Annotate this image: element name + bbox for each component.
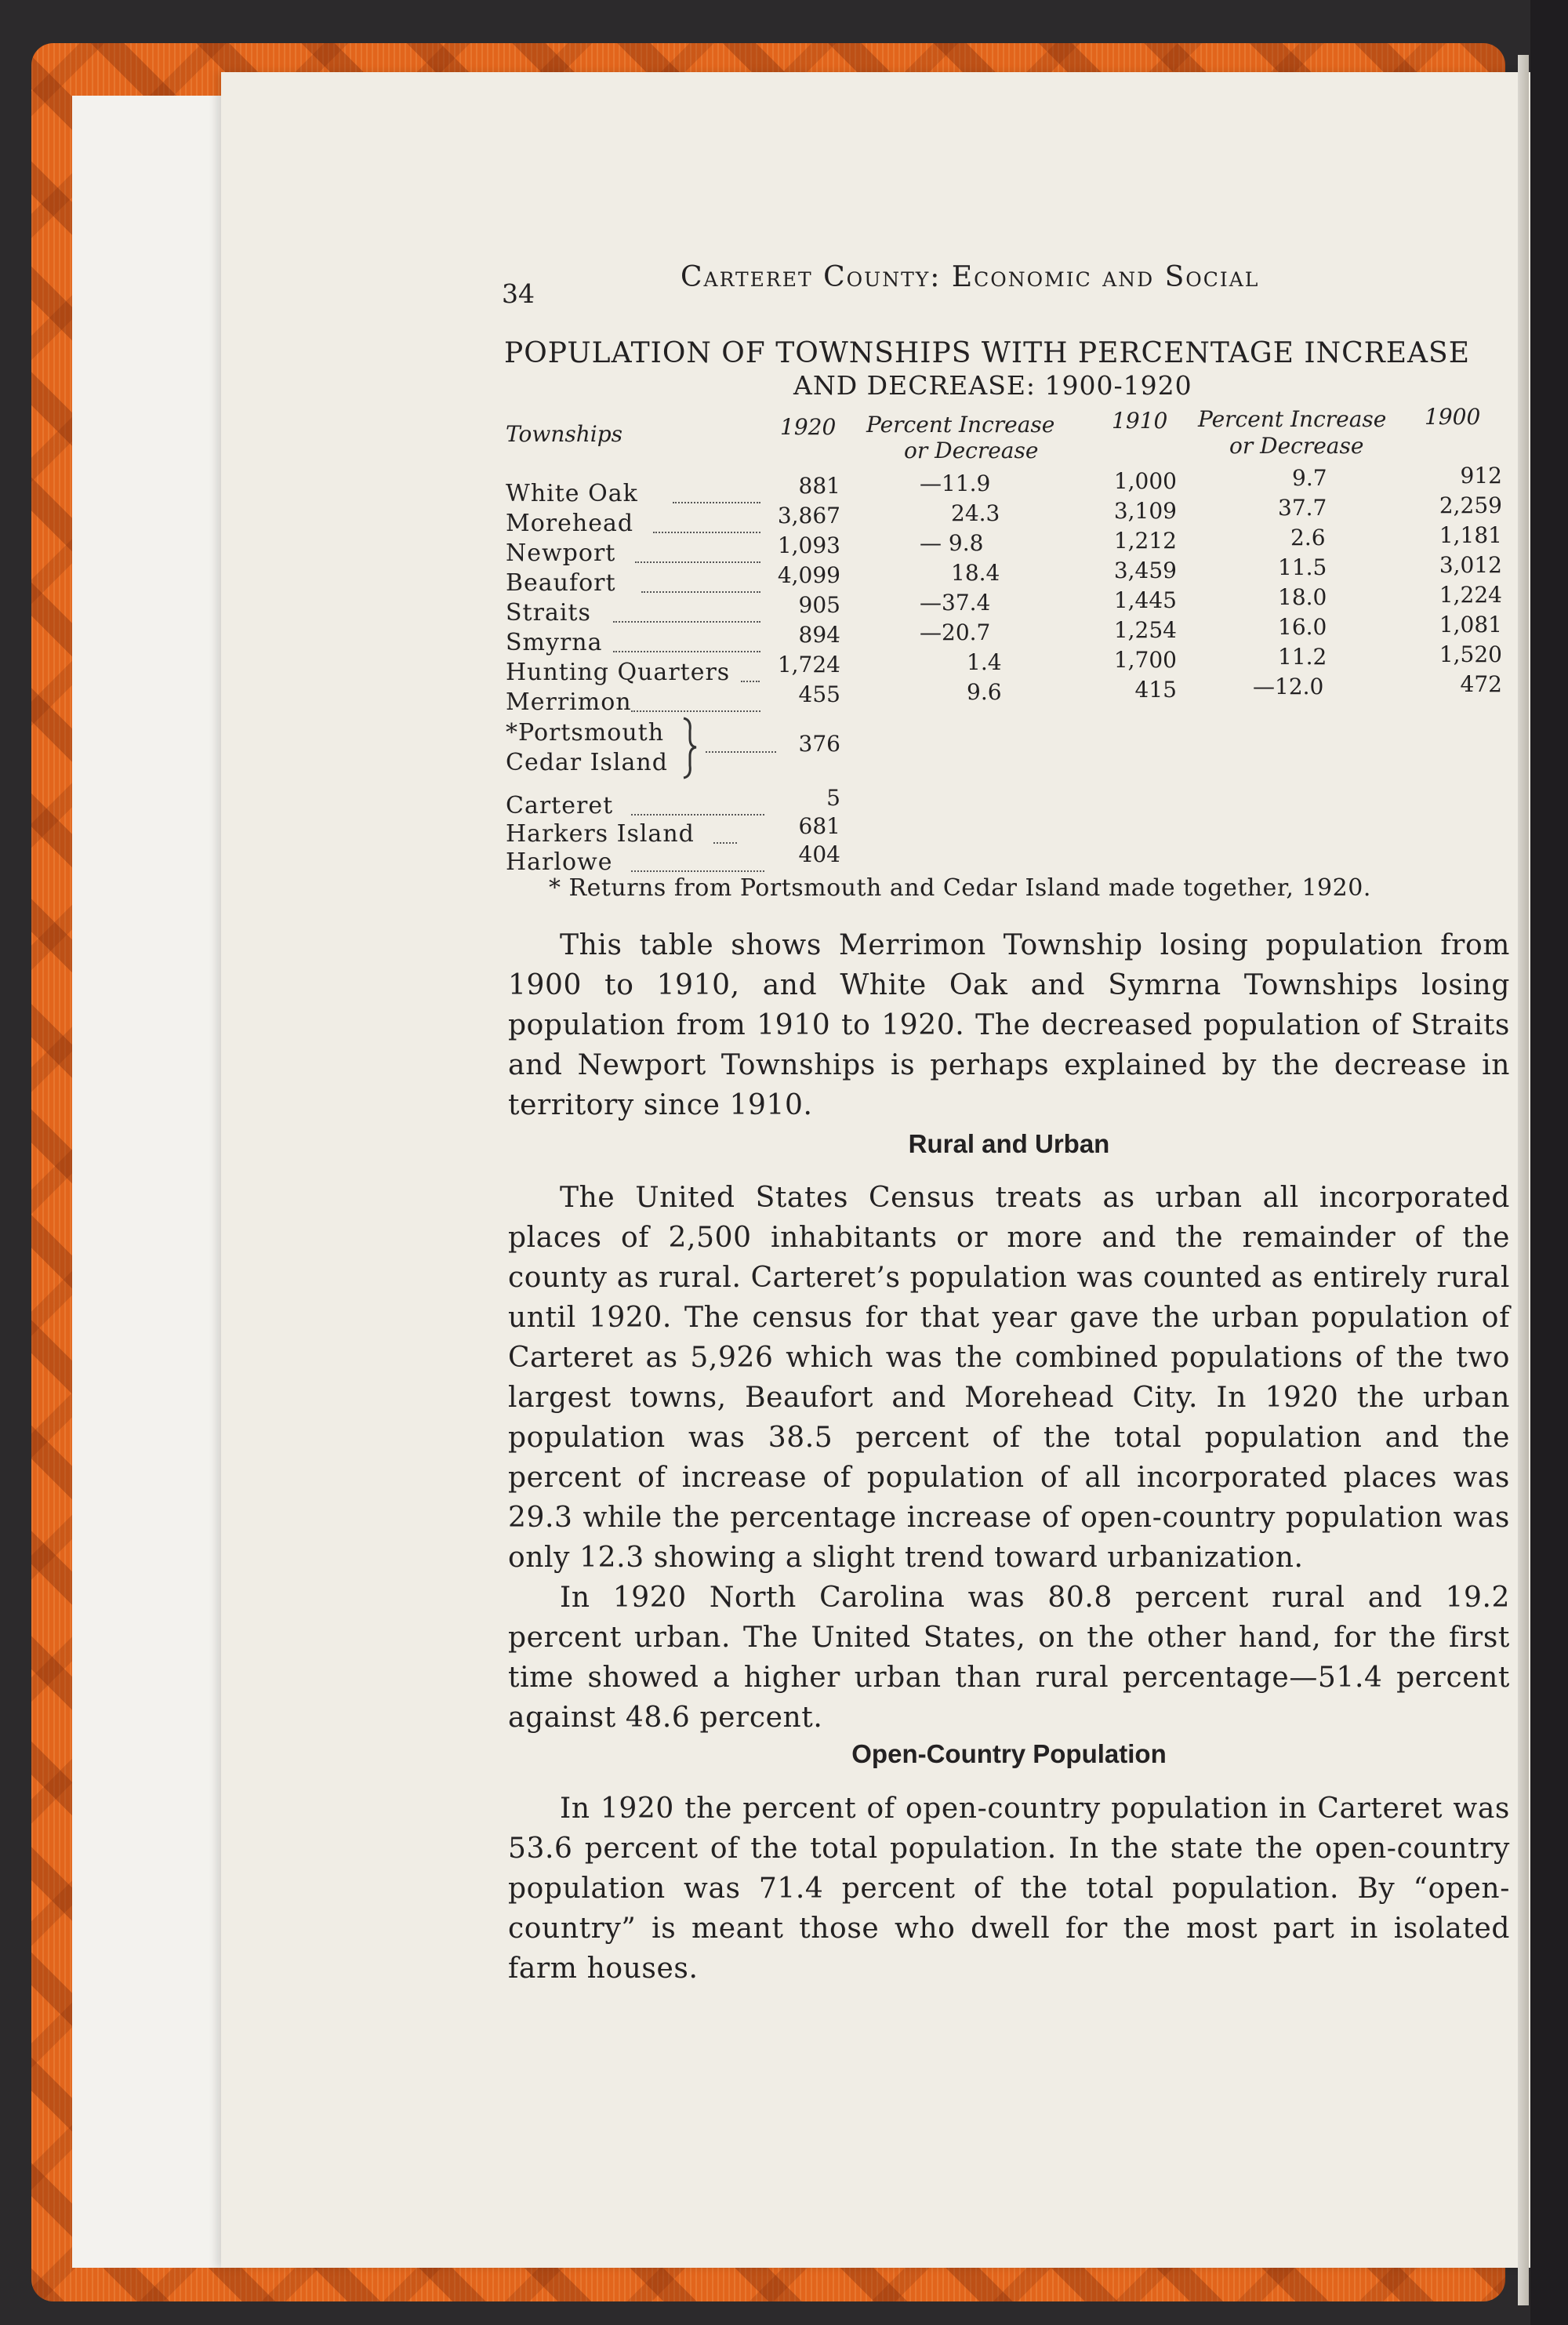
value-1920: 376 bbox=[798, 731, 840, 757]
pct-1900-1910: 11.5 bbox=[1278, 554, 1327, 580]
header-townships: Townships bbox=[506, 421, 623, 447]
value-1910: 1,445 bbox=[1113, 587, 1177, 613]
value-1920: 881 bbox=[798, 473, 840, 499]
value-1920: 681 bbox=[798, 813, 840, 839]
pct-1910-1920: —11.9 bbox=[920, 470, 991, 496]
township-name: Cedar Island bbox=[506, 749, 668, 776]
township-name: Harkers Island bbox=[506, 820, 695, 848]
value-1920: 894 bbox=[798, 622, 840, 648]
leader-dots bbox=[613, 651, 760, 652]
value-1910: 3,109 bbox=[1113, 498, 1177, 524]
background-edge bbox=[1530, 0, 1568, 2325]
page-edge bbox=[1518, 55, 1529, 2305]
pct-1910-1920: — 9.8 bbox=[920, 530, 984, 556]
header-pct2-line2: or Decrease bbox=[1229, 433, 1364, 459]
leader-dots bbox=[706, 751, 776, 753]
pct-1910-1920: 9.6 bbox=[967, 679, 1002, 705]
leader-dots bbox=[713, 842, 737, 844]
township-name: Hunting Quarters bbox=[506, 659, 731, 686]
header-pct1-line1: Percent Increase bbox=[866, 412, 1055, 438]
header-pct2-line1: Percent Increase bbox=[1198, 406, 1387, 432]
pct-1910-1920: 1.4 bbox=[967, 649, 1002, 675]
section-heading: Open-Country Population bbox=[851, 1739, 1167, 1768]
header-1920: 1920 bbox=[780, 414, 837, 440]
leader-dots bbox=[631, 710, 760, 712]
brace-icon bbox=[679, 715, 699, 779]
township-name: Straits bbox=[506, 599, 591, 627]
value-1900: 2,259 bbox=[1439, 492, 1502, 518]
township-name: Carteret bbox=[506, 792, 614, 819]
value-1900: 1,224 bbox=[1439, 582, 1502, 608]
table-footnote: * Returns from Portsmouth and Cedar Island made together, 1920. bbox=[549, 874, 1371, 902]
value-1910: 1,212 bbox=[1113, 528, 1177, 554]
leader-dots bbox=[641, 591, 760, 593]
leader-dots bbox=[631, 814, 764, 816]
section-heading: Rural and Urban bbox=[908, 1129, 1110, 1158]
pct-1900-1910: 9.7 bbox=[1292, 465, 1327, 491]
pct-1910-1920: —20.7 bbox=[920, 619, 991, 645]
township-name: Merrimon bbox=[506, 688, 632, 716]
pct-1900-1910: —12.0 bbox=[1253, 674, 1324, 699]
pct-1900-1910: 2.6 bbox=[1290, 525, 1326, 550]
township-name: Newport bbox=[506, 539, 616, 567]
township-name: *Portsmouth bbox=[506, 719, 665, 747]
pct-1900-1910: 11.2 bbox=[1278, 644, 1327, 670]
pct-1900-1910: 18.0 bbox=[1278, 584, 1327, 610]
paragraph: The United States Census treats as urban all incorporated places of 2,500 inhabitants or more and the remainder of the county as rural. Carteret’s population was counted as entirely rural until 1920. The census for that year gave the urban population of Carteret as 5,926 which was the combined populations of the two largest towns, Beaufort and Morehead City. In 1920 the urban population was 38.5 percent of the total population and the percent of increase of population of all incorporated places was 29.3 while the percentage increase of open-country population was only 12.3 showing a slight trend toward urbanization. bbox=[508, 1182, 1510, 1574]
leader-dots bbox=[741, 681, 760, 682]
leader-dots bbox=[613, 621, 760, 623]
value-1920: 4,099 bbox=[777, 562, 840, 588]
header-1910: 1910 bbox=[1112, 408, 1168, 434]
value-1920: 5 bbox=[826, 785, 840, 811]
paragraph: In 1920 the percent of open-country population in Carteret was 53.6 percent of the total population. In the state the open-country population was 71.4 percent of the total population. By “open-country” is meant those who dwell for the most part in isolated farm houses. bbox=[508, 1793, 1510, 1985]
township-name: White Oak bbox=[506, 480, 638, 507]
leader-dots bbox=[631, 870, 764, 872]
value-1920: 905 bbox=[798, 592, 840, 618]
value-1920: 3,867 bbox=[777, 503, 840, 529]
township-name: Morehead bbox=[506, 510, 634, 537]
value-1900: 1,520 bbox=[1439, 641, 1502, 667]
value-1910: 1,000 bbox=[1113, 468, 1177, 494]
page-number: 34 bbox=[502, 278, 535, 309]
value-1920: 1,724 bbox=[777, 652, 840, 678]
value-1900: 1,081 bbox=[1439, 612, 1502, 638]
leader-dots bbox=[635, 561, 760, 563]
table-subtitle: AND DECREASE: 1900-1920 bbox=[793, 370, 1192, 401]
pct-1910-1920: —37.4 bbox=[920, 590, 991, 616]
leader-dots bbox=[673, 502, 760, 503]
value-1910: 415 bbox=[1134, 677, 1177, 703]
value-1910: 1,254 bbox=[1113, 617, 1177, 643]
pct-1910-1920: 18.4 bbox=[951, 560, 1000, 586]
value-1920: 404 bbox=[798, 841, 840, 867]
paragraph: This table shows Merrimon Township losing population from 1900 to 1910, and White Oak and Symrna Townships losing population from 1910 to 1920. The decreased population of Straits and Newport Townships is perhaps explained by the decrease in territory since 1910. bbox=[508, 929, 1510, 1121]
value-1910: 1,700 bbox=[1113, 647, 1177, 673]
value-1900: 1,181 bbox=[1439, 522, 1502, 548]
pct-1900-1910: 16.0 bbox=[1278, 614, 1327, 640]
township-name: Beaufort bbox=[506, 569, 616, 597]
header-1900: 1900 bbox=[1425, 404, 1481, 430]
pct-1910-1920: 24.3 bbox=[951, 500, 1000, 526]
leader-dots bbox=[653, 532, 760, 533]
value-1920: 1,093 bbox=[777, 532, 840, 558]
paragraph: In 1920 North Carolina was 80.8 percent rural and 19.2 percent urban. The United States, on the other hand, for the first time showed a higher urban than rural percentage—51.4 percent against 48.6 percent. bbox=[508, 1582, 1510, 1734]
pct-1900-1910: 37.7 bbox=[1278, 495, 1327, 521]
township-name: Smyrna bbox=[506, 629, 603, 656]
running-head: Carteret County: Economic and Social bbox=[681, 261, 1260, 293]
header-pct1-line2: or Decrease bbox=[904, 438, 1039, 463]
value-1920: 455 bbox=[798, 681, 840, 707]
value-1900: 912 bbox=[1460, 463, 1502, 489]
value-1910: 3,459 bbox=[1113, 558, 1177, 583]
table-title: POPULATION OF TOWNSHIPS WITH PERCENTAGE INCREASE bbox=[504, 337, 1470, 369]
value-1900: 3,012 bbox=[1439, 552, 1502, 578]
township-name: Harlowe bbox=[506, 848, 613, 876]
value-1900: 472 bbox=[1460, 671, 1502, 697]
